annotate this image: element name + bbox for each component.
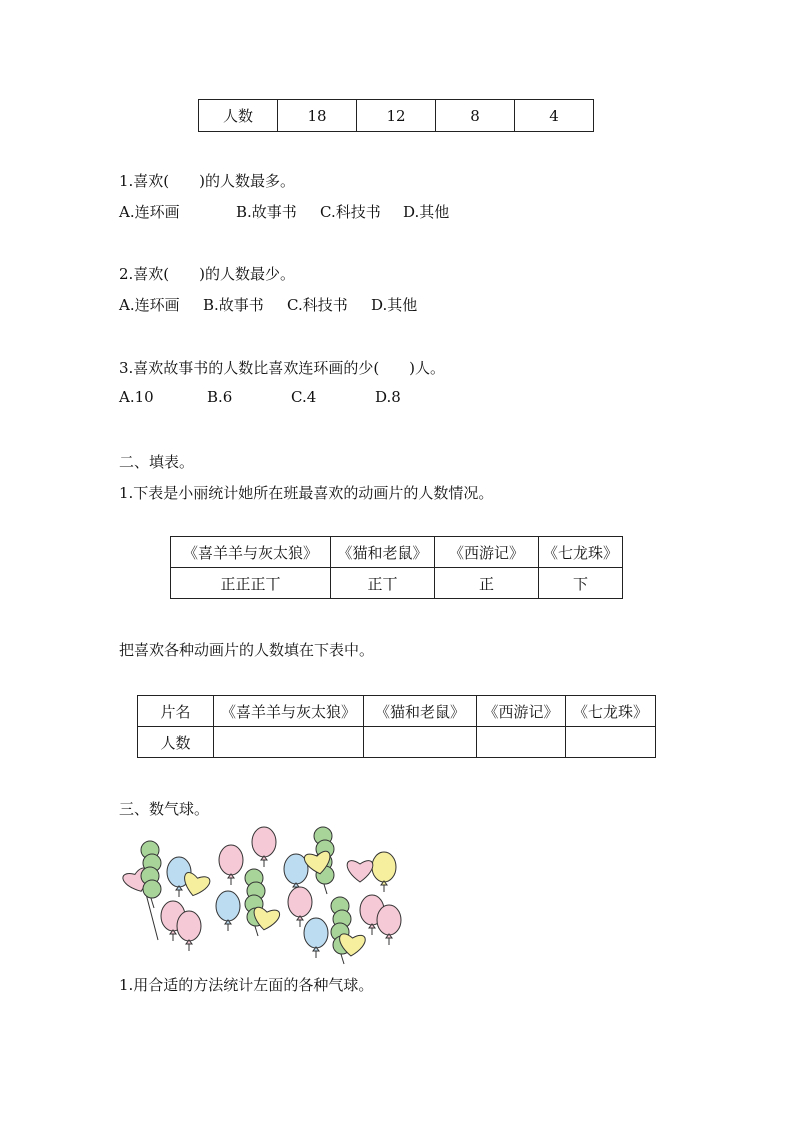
tally-marks: 下 bbox=[539, 568, 623, 599]
option: C.4 bbox=[291, 388, 317, 406]
tally-marks: 正正正丅 bbox=[171, 568, 331, 599]
tally-marks: 正丅 bbox=[331, 568, 435, 599]
green-bead-balloon bbox=[143, 880, 161, 898]
tally-header: 《猫和老鼠》 bbox=[331, 537, 435, 568]
option: B.故事书 bbox=[203, 296, 264, 314]
option: D.8 bbox=[375, 388, 401, 406]
balloon bbox=[252, 827, 276, 857]
section-2-heading: 二、填表。 bbox=[119, 453, 195, 471]
section-3-heading: 三、数气球。 bbox=[119, 800, 210, 818]
fill-row-label: 人数 bbox=[138, 727, 214, 758]
balloon bbox=[177, 911, 201, 941]
top-table-value: 8 bbox=[436, 100, 515, 132]
tally-header: 《七龙珠》 bbox=[539, 537, 623, 568]
fill-header: 《喜羊羊与灰太狼》 bbox=[214, 696, 364, 727]
question-2-stem: 2.喜欢( )的人数最少。 bbox=[119, 265, 296, 283]
balloon bbox=[377, 905, 401, 935]
top-table-value: 18 bbox=[278, 100, 357, 132]
top-table-value: 4 bbox=[515, 100, 594, 132]
question-3-stem: 3.喜欢故事书的人数比喜欢连环画的少( )人。 bbox=[119, 359, 446, 377]
tally-header: 《西游记》 bbox=[435, 537, 539, 568]
option: B.6 bbox=[207, 388, 233, 406]
option: A.连环画 bbox=[119, 203, 180, 221]
balloon bbox=[304, 918, 328, 948]
fill-row-label: 片名 bbox=[138, 696, 214, 727]
option: C.科技书 bbox=[320, 203, 381, 221]
tally-header: 《喜羊羊与灰太狼》 bbox=[171, 537, 331, 568]
question-1-stem: 1.喜欢( )的人数最多。 bbox=[119, 172, 296, 190]
option: D.其他 bbox=[403, 203, 450, 221]
fill-header: 《猫和老鼠》 bbox=[364, 696, 477, 727]
balloon bbox=[288, 887, 312, 917]
heart-balloon bbox=[347, 861, 373, 882]
option: D.其他 bbox=[371, 296, 418, 314]
fill-header: 《七龙珠》 bbox=[566, 696, 656, 727]
fill-instruction: 把喜欢各种动画片的人数填在下表中。 bbox=[119, 641, 375, 659]
section-2-question-1: 1.下表是小丽统计她所在班最喜欢的动画片的人数情况。 bbox=[119, 484, 494, 502]
option: C.科技书 bbox=[287, 296, 348, 314]
fill-header: 《西游记》 bbox=[477, 696, 566, 727]
balloon bbox=[219, 845, 243, 875]
top-table-value: 12 bbox=[357, 100, 436, 132]
balloon bbox=[216, 891, 240, 921]
option: A.连环画 bbox=[119, 296, 180, 314]
option: B.故事书 bbox=[236, 203, 297, 221]
tally-marks: 正 bbox=[435, 568, 539, 599]
option: A.10 bbox=[119, 388, 154, 406]
section-3-question-1: 1.用合适的方法统计左面的各种气球。 bbox=[119, 976, 374, 994]
top-table-label: 人数 bbox=[199, 100, 278, 132]
balloon bbox=[372, 852, 396, 882]
